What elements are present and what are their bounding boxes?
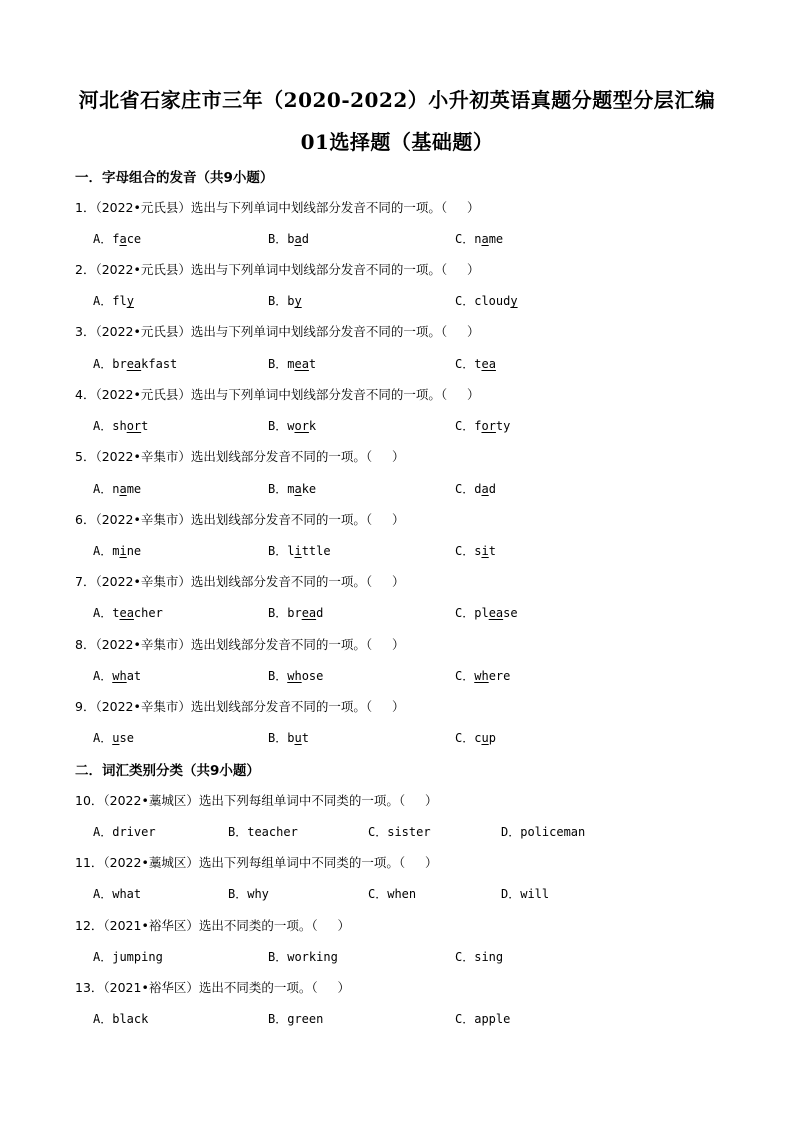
question-4-option-a: A．short xyxy=(93,419,149,433)
question-10-option-d: D．policeman xyxy=(501,825,586,839)
question-13-stem: 13．（2021•裕华区）选出不同类的一项。（ ） xyxy=(75,980,350,995)
question-7-option-b: B．bread xyxy=(268,606,324,620)
question-12-stem: 12．（2021•裕华区）选出不同类的一项。（ ） xyxy=(75,918,350,933)
question-5-option-a: A．name xyxy=(93,482,142,496)
question-8-stem: 8．（2022•辛集市）选出划线部分发音不同的一项。（ ） xyxy=(75,637,405,652)
question-11-stem: 11．（2022•藁城区）选出下列每组单词中不同类的一项。（ ） xyxy=(75,855,438,870)
section-heading-pronunciation: 一．字母组合的发音（共9小题） xyxy=(75,170,274,186)
question-5-stem: 5．（2022•辛集市）选出划线部分发音不同的一项。（ ） xyxy=(75,449,405,464)
question-8-option-c: C．where xyxy=(455,669,511,683)
question-11-option-a: A．what xyxy=(93,887,142,901)
question-4-option-c: C．forty xyxy=(455,419,511,433)
question-8-option-b: B．whose xyxy=(268,669,324,683)
question-6-option-c: C．sit xyxy=(455,544,496,558)
question-2-stem: 2．（2022•元氏县）选出与下列单词中划线部分发音不同的一项。（ ） xyxy=(75,262,480,277)
question-6-stem: 6．（2022•辛集市）选出划线部分发音不同的一项。（ ） xyxy=(75,512,405,527)
question-7-option-c: C．please xyxy=(455,606,518,620)
question-9-option-c: C．cup xyxy=(455,731,496,745)
question-9-stem: 9．（2022•辛集市）选出划线部分发音不同的一项。（ ） xyxy=(75,699,405,714)
question-8-option-a: A．what xyxy=(93,669,142,683)
section-heading-vocabulary: 二．词汇类别分类（共9小题） xyxy=(75,763,260,779)
question-9-option-a: A．use xyxy=(93,731,134,745)
question-2-option-c: C．cloudy xyxy=(455,294,518,308)
question-4-stem: 4．（2022•元氏县）选出与下列单词中划线部分发音不同的一项。（ ） xyxy=(75,387,480,402)
question-1-stem: 1．（2022•元氏县）选出与下列单词中划线部分发音不同的一项。（ ） xyxy=(75,200,480,215)
question-11-option-b: B．why xyxy=(228,887,269,901)
question-10-option-c: C．sister xyxy=(368,825,431,839)
question-12-option-a: A．jumping xyxy=(93,950,163,964)
question-3-option-b: B．meat xyxy=(268,357,317,371)
question-5-option-b: B．make xyxy=(268,482,317,496)
question-2-option-a: A．fly xyxy=(93,294,134,308)
question-13-option-a: A．black xyxy=(93,1012,149,1026)
question-10-stem: 10．（2022•藁城区）选出下列每组单词中不同类的一项。（ ） xyxy=(75,793,438,808)
question-1-option-a: A．face xyxy=(93,232,142,246)
question-5-option-c: C．dad xyxy=(455,482,496,496)
document-subtitle: 01选择题（基础题） xyxy=(300,130,494,154)
question-11-option-c: C．when xyxy=(368,887,417,901)
question-1-option-c: C．name xyxy=(455,232,504,246)
question-10-option-a: A．driver xyxy=(93,825,156,839)
question-13-option-b: B．green xyxy=(268,1012,324,1026)
question-3-option-c: C．tea xyxy=(455,357,496,371)
question-7-option-a: A．teacher xyxy=(93,606,163,620)
question-11-option-d: D．will xyxy=(501,887,550,901)
question-6-option-a: A．mine xyxy=(93,544,142,558)
question-4-option-b: B．work xyxy=(268,419,317,433)
question-3-option-a: A．breakfast xyxy=(93,357,178,371)
question-7-stem: 7．（2022•辛集市）选出划线部分发音不同的一项。（ ） xyxy=(75,574,405,589)
question-3-stem: 3．（2022•元氏县）选出与下列单词中划线部分发音不同的一项。（ ） xyxy=(75,324,480,339)
question-6-option-b: B．little xyxy=(268,544,331,558)
question-12-option-c: C．sing xyxy=(455,950,504,964)
question-12-option-b: B．working xyxy=(268,950,338,964)
question-1-option-b: B．bad xyxy=(268,232,309,246)
question-10-option-b: B．teacher xyxy=(228,825,298,839)
document-title: 河北省石家庄市三年（2020-2022）小升初英语真题分题型分层汇编 xyxy=(78,88,716,112)
question-13-option-c: C．apple xyxy=(455,1012,511,1026)
question-2-option-b: B．by xyxy=(268,294,302,308)
question-9-option-b: B．but xyxy=(268,731,309,745)
